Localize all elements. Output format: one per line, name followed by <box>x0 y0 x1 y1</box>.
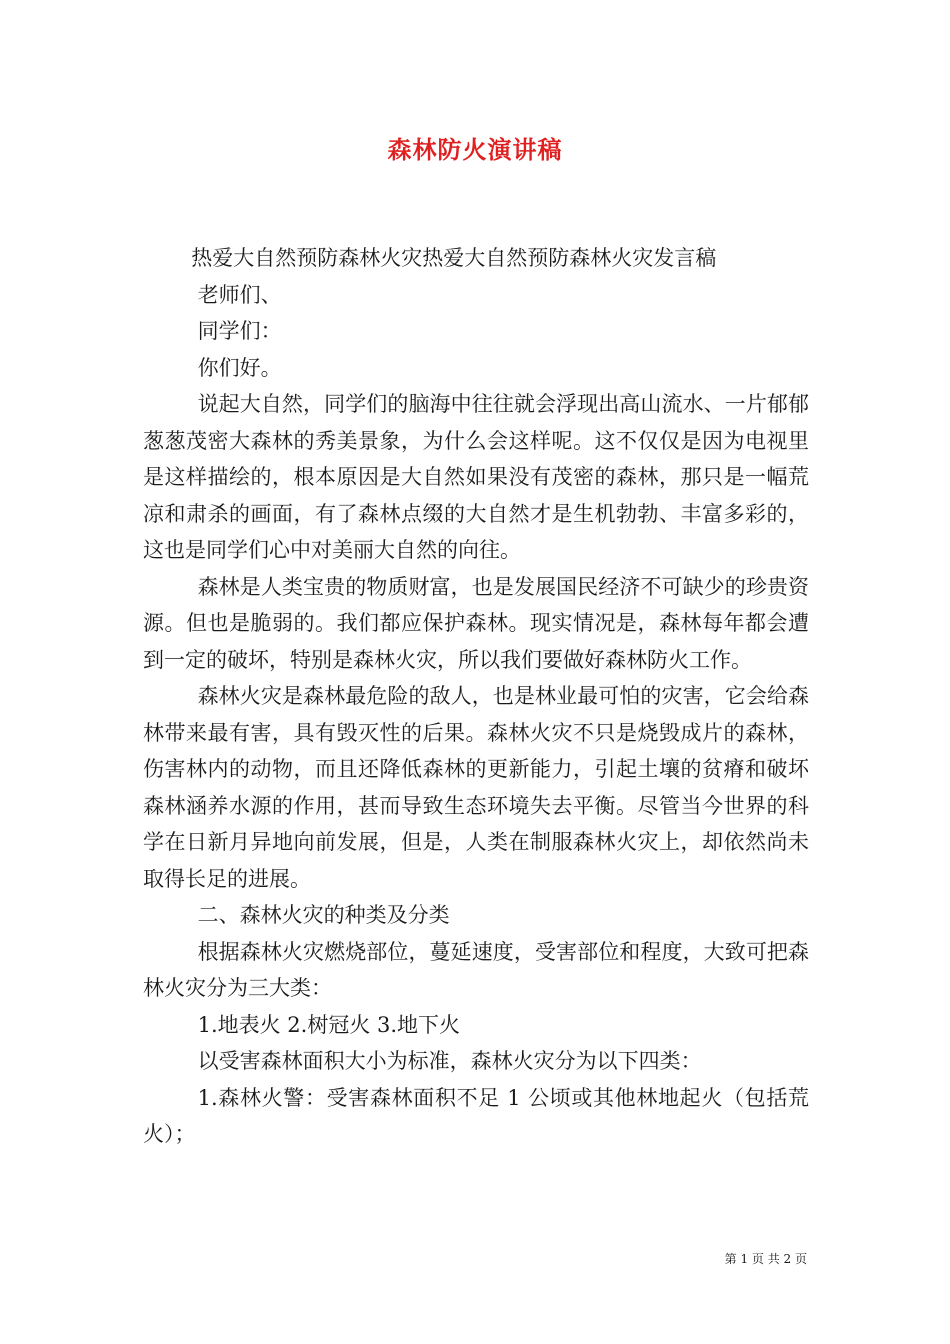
document-body <box>143 240 809 1153</box>
document-title: 森林防火演讲稿 <box>387 136 563 164</box>
list-line: 1.地表火 2.树冠火 3.地下火 <box>197 1012 461 1037</box>
body-paragraph: 森林火灾是森林最危险的敌人，也是林业最可怕的灾害，它会给森林带来最有害，具有毁灭性的后果。森林火灾不只是烧毁成片的森林，伤害林内的动物，而且还降低森林的更新能力，引起土壤的贫瘠和破坏森林涵养水源的作用，甚而导致生态环境失去平衡。尽管当今世界的科学在日新月异地向前发展，但是，人类在制服森林火灾上，却依然尚未取得长足的进展。 <box>143 684 809 891</box>
body-paragraph: 以受害森林面积大小为标准，森林火灾分为以下四类： <box>197 1049 702 1073</box>
body-paragraph: 根据森林火灾燃烧部位，蔓延速度，受害部位和程度，大致可把森林火灾分为三大类： <box>143 939 809 1000</box>
salutation-students: 同学们： <box>197 319 282 343</box>
section-heading: 二、森林火灾的种类及分类 <box>197 903 450 927</box>
greeting: 你们好。 <box>197 355 282 380</box>
list-line: 1.森林火警：受害森林面积不足 1 公顷或其他林地起火（包括荒火）； <box>143 1085 809 1146</box>
page-number-footer: 第 1 页 共 2 页 <box>724 1252 807 1266</box>
salutation-teachers: 老师们、 <box>197 282 282 307</box>
body-paragraph: 森林是人类宝贵的物质财富，也是发展国民经济不可缺少的珍贵资源。但也是脆弱的。我们都应保护森林。现实情况是，森林每年都会遭到一定的破坏，特别是森林火灾，所以我们要做好森林防火工作。 <box>143 574 809 672</box>
speech-subtitle: 热爱大自然预防森林火灾热爱大自然预防森林火灾发言稿 <box>191 246 717 270</box>
body-paragraph: 说起大自然，同学们的脑海中往往就会浮现出高山流水、一片郁郁葱葱茂密大森林的秀美景象，为什么会这样呢。这不仅仅是因为电视里是这样描绘的，根本原因是大自然如果没有茂密的森林，那只是一幅荒凉和肃杀的画面，有了森林点缀的大自然才是生机勃勃、丰富多彩的，这也是同学们心中对美丽大自然的向往。 <box>143 392 809 562</box>
